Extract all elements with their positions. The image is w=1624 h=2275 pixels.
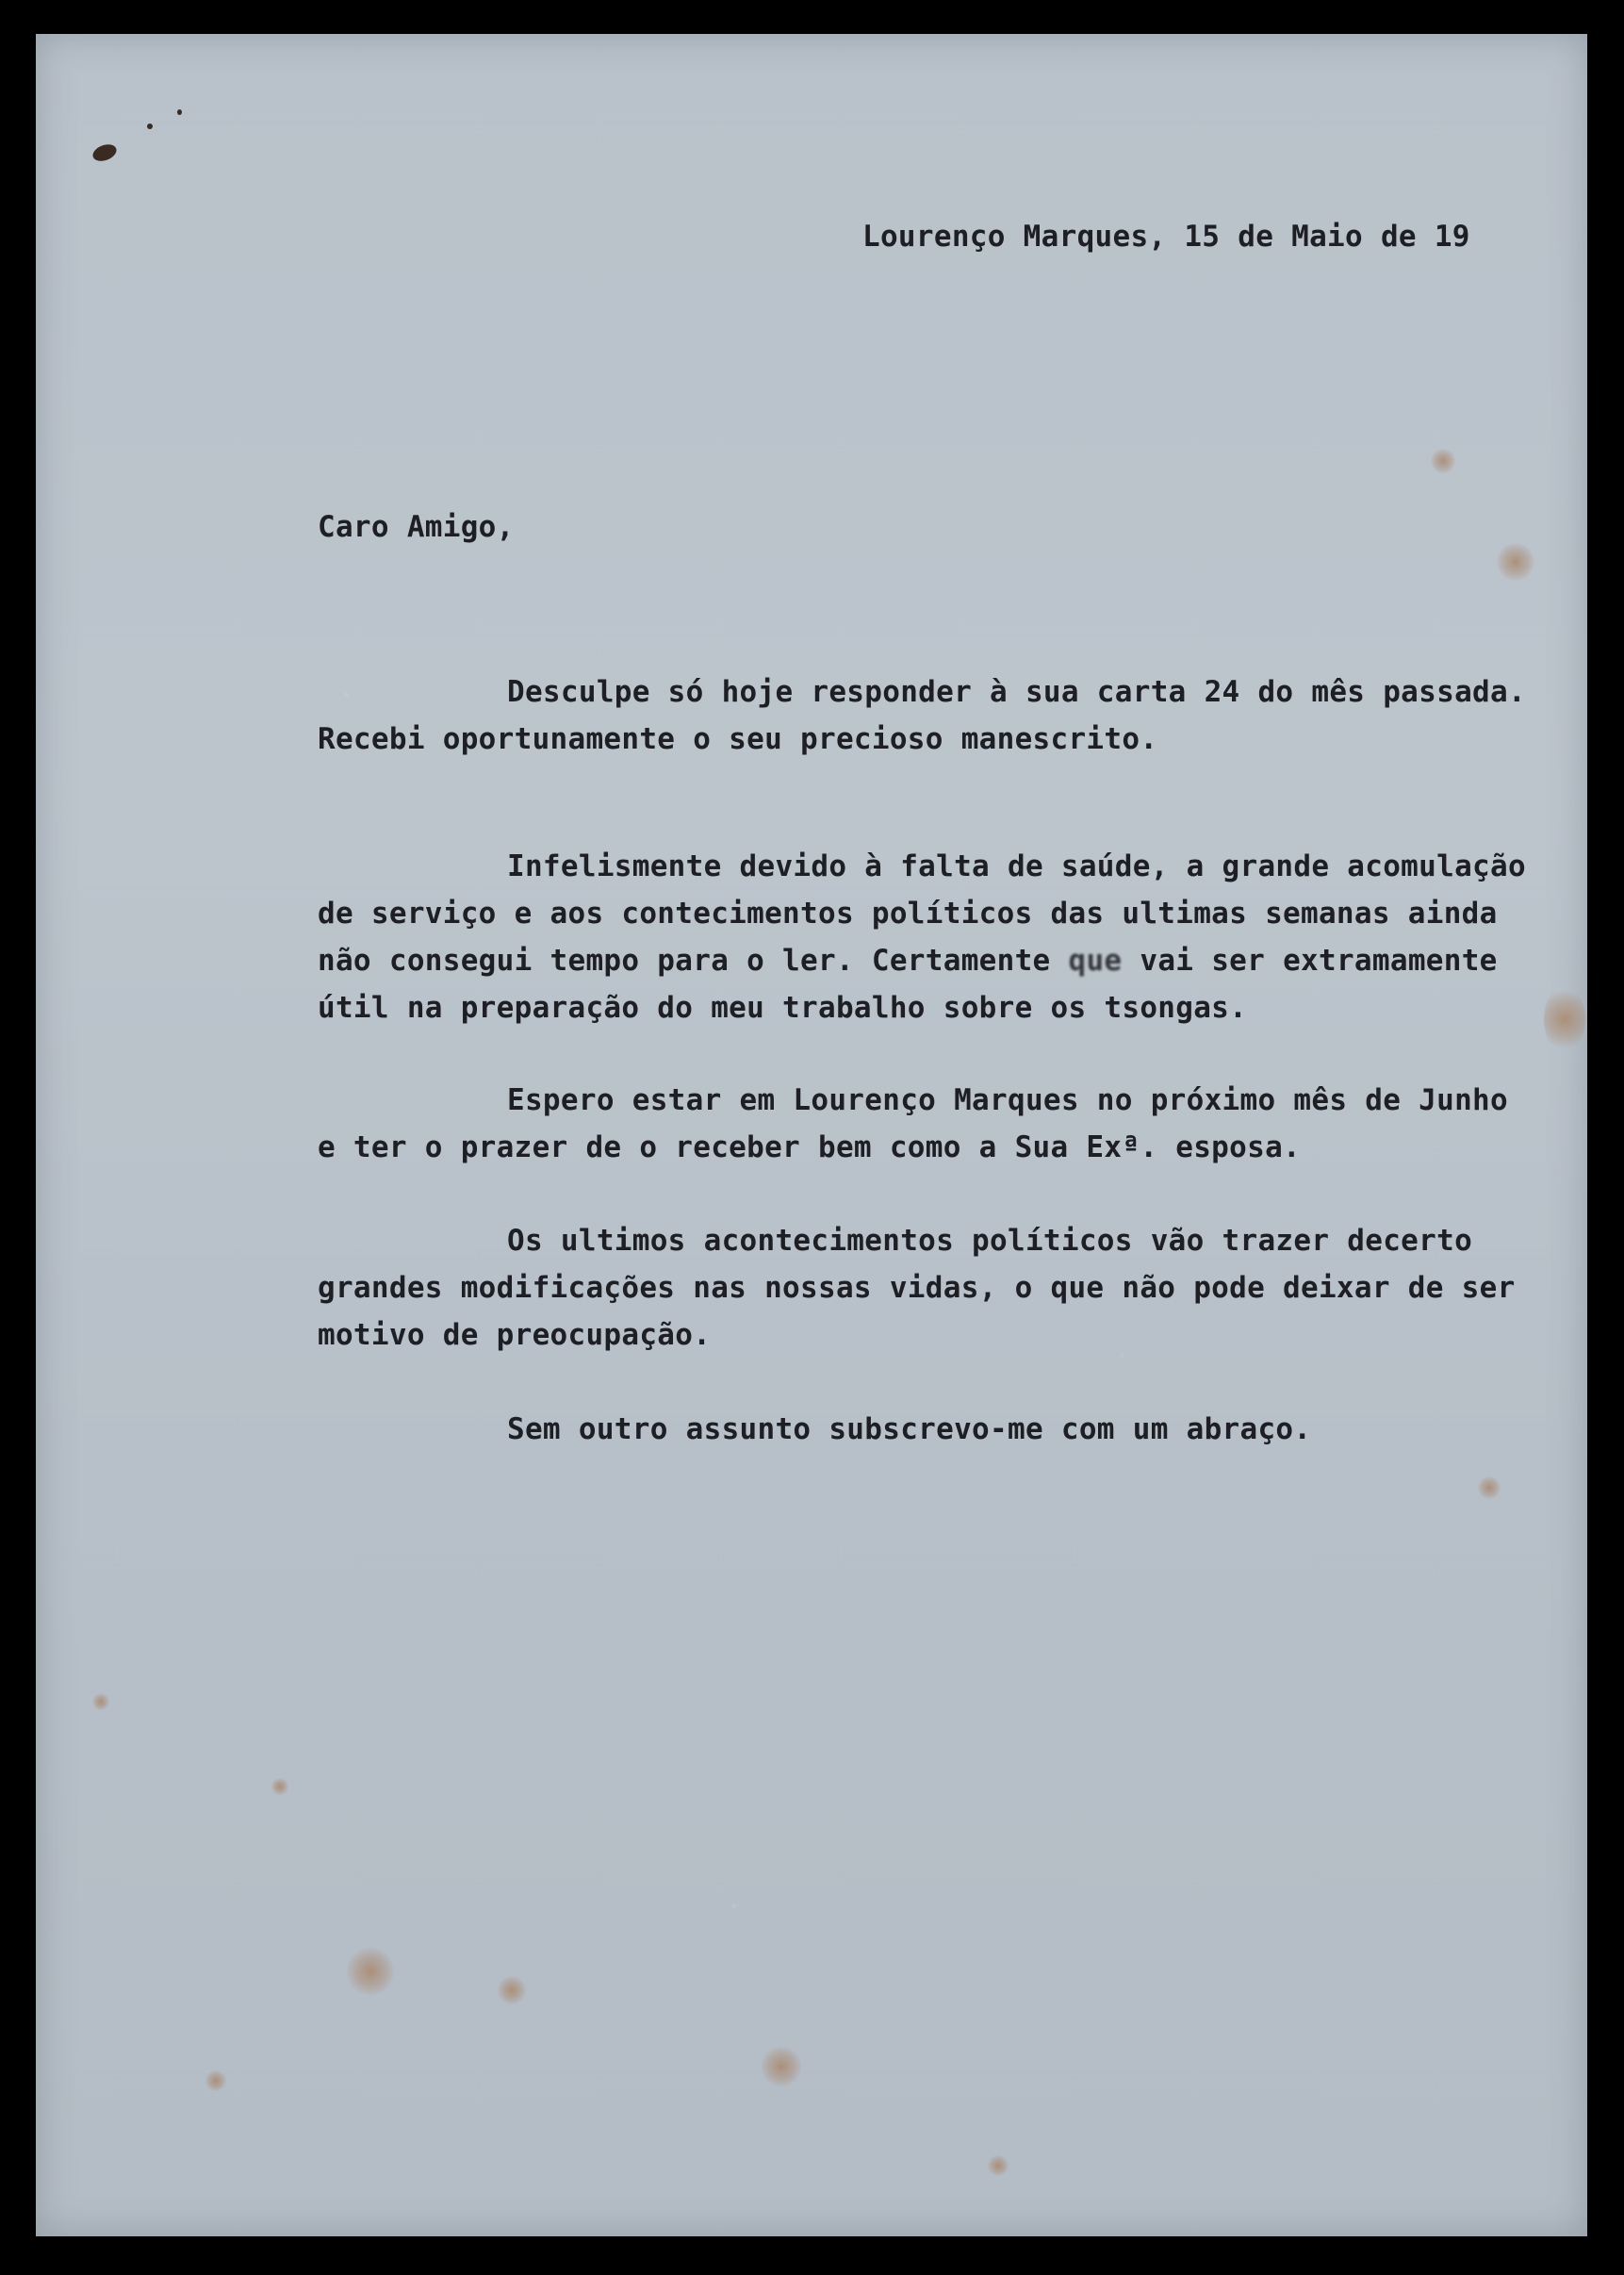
dateline: Lourenço Marques, 15 de Maio de 19 [862,220,1470,254]
paragraph-line: útil na preparação do meu trabalho sobre os tsongas. [318,991,1248,1025]
paragraph-line: grandes modificações nas nossas vidas, o que não pode deixar de ser [318,1271,1516,1305]
paragraph-line: Sem outro assunto subscrevo-me com um abraço. [507,1412,1312,1446]
smudged-word: que [1068,944,1123,978]
paragraph-5 [318,1406,1624,1453]
paragraph-2 [318,843,1624,1031]
paragraph-3 [318,1077,1624,1171]
paragraph-line: motivo de preocupação. [318,1318,712,1352]
paragraph-line: Recebi oportunamente o seu precioso manescrito. [318,722,1158,756]
line-segment: vai ser extramamente [1140,944,1498,978]
salutation: Caro Amigo, [318,510,515,544]
paragraph-line: Espero estar em Lourenço Marques no próximo mês de Junho [507,1083,1508,1117]
paragraph-1 [318,668,1624,763]
line-segment: não consegui tempo para o ler. Certamente [318,944,1051,978]
letter-sheet [36,34,1587,2236]
paragraph-line: de serviço e aos contecimentos políticos das ultimas semanas ainda [318,897,1498,931]
paragraph-line: Desculpe só hoje responder à sua carta 24 do mês passada. [507,675,1526,709]
paragraph-line: Infelismente devido à falta de saúde, a grande acomulação [507,849,1526,883]
paragraph-line: Os ultimos acontecimentos políticos vão trazer decerto [507,1224,1473,1258]
paragraph-4 [318,1217,1624,1359]
paragraph-line-with-blot [318,937,1624,984]
letter-body [36,34,1587,2236]
paragraph-line: e ter o prazer de o receber bem como a Sua Exª. esposa. [318,1130,1301,1164]
